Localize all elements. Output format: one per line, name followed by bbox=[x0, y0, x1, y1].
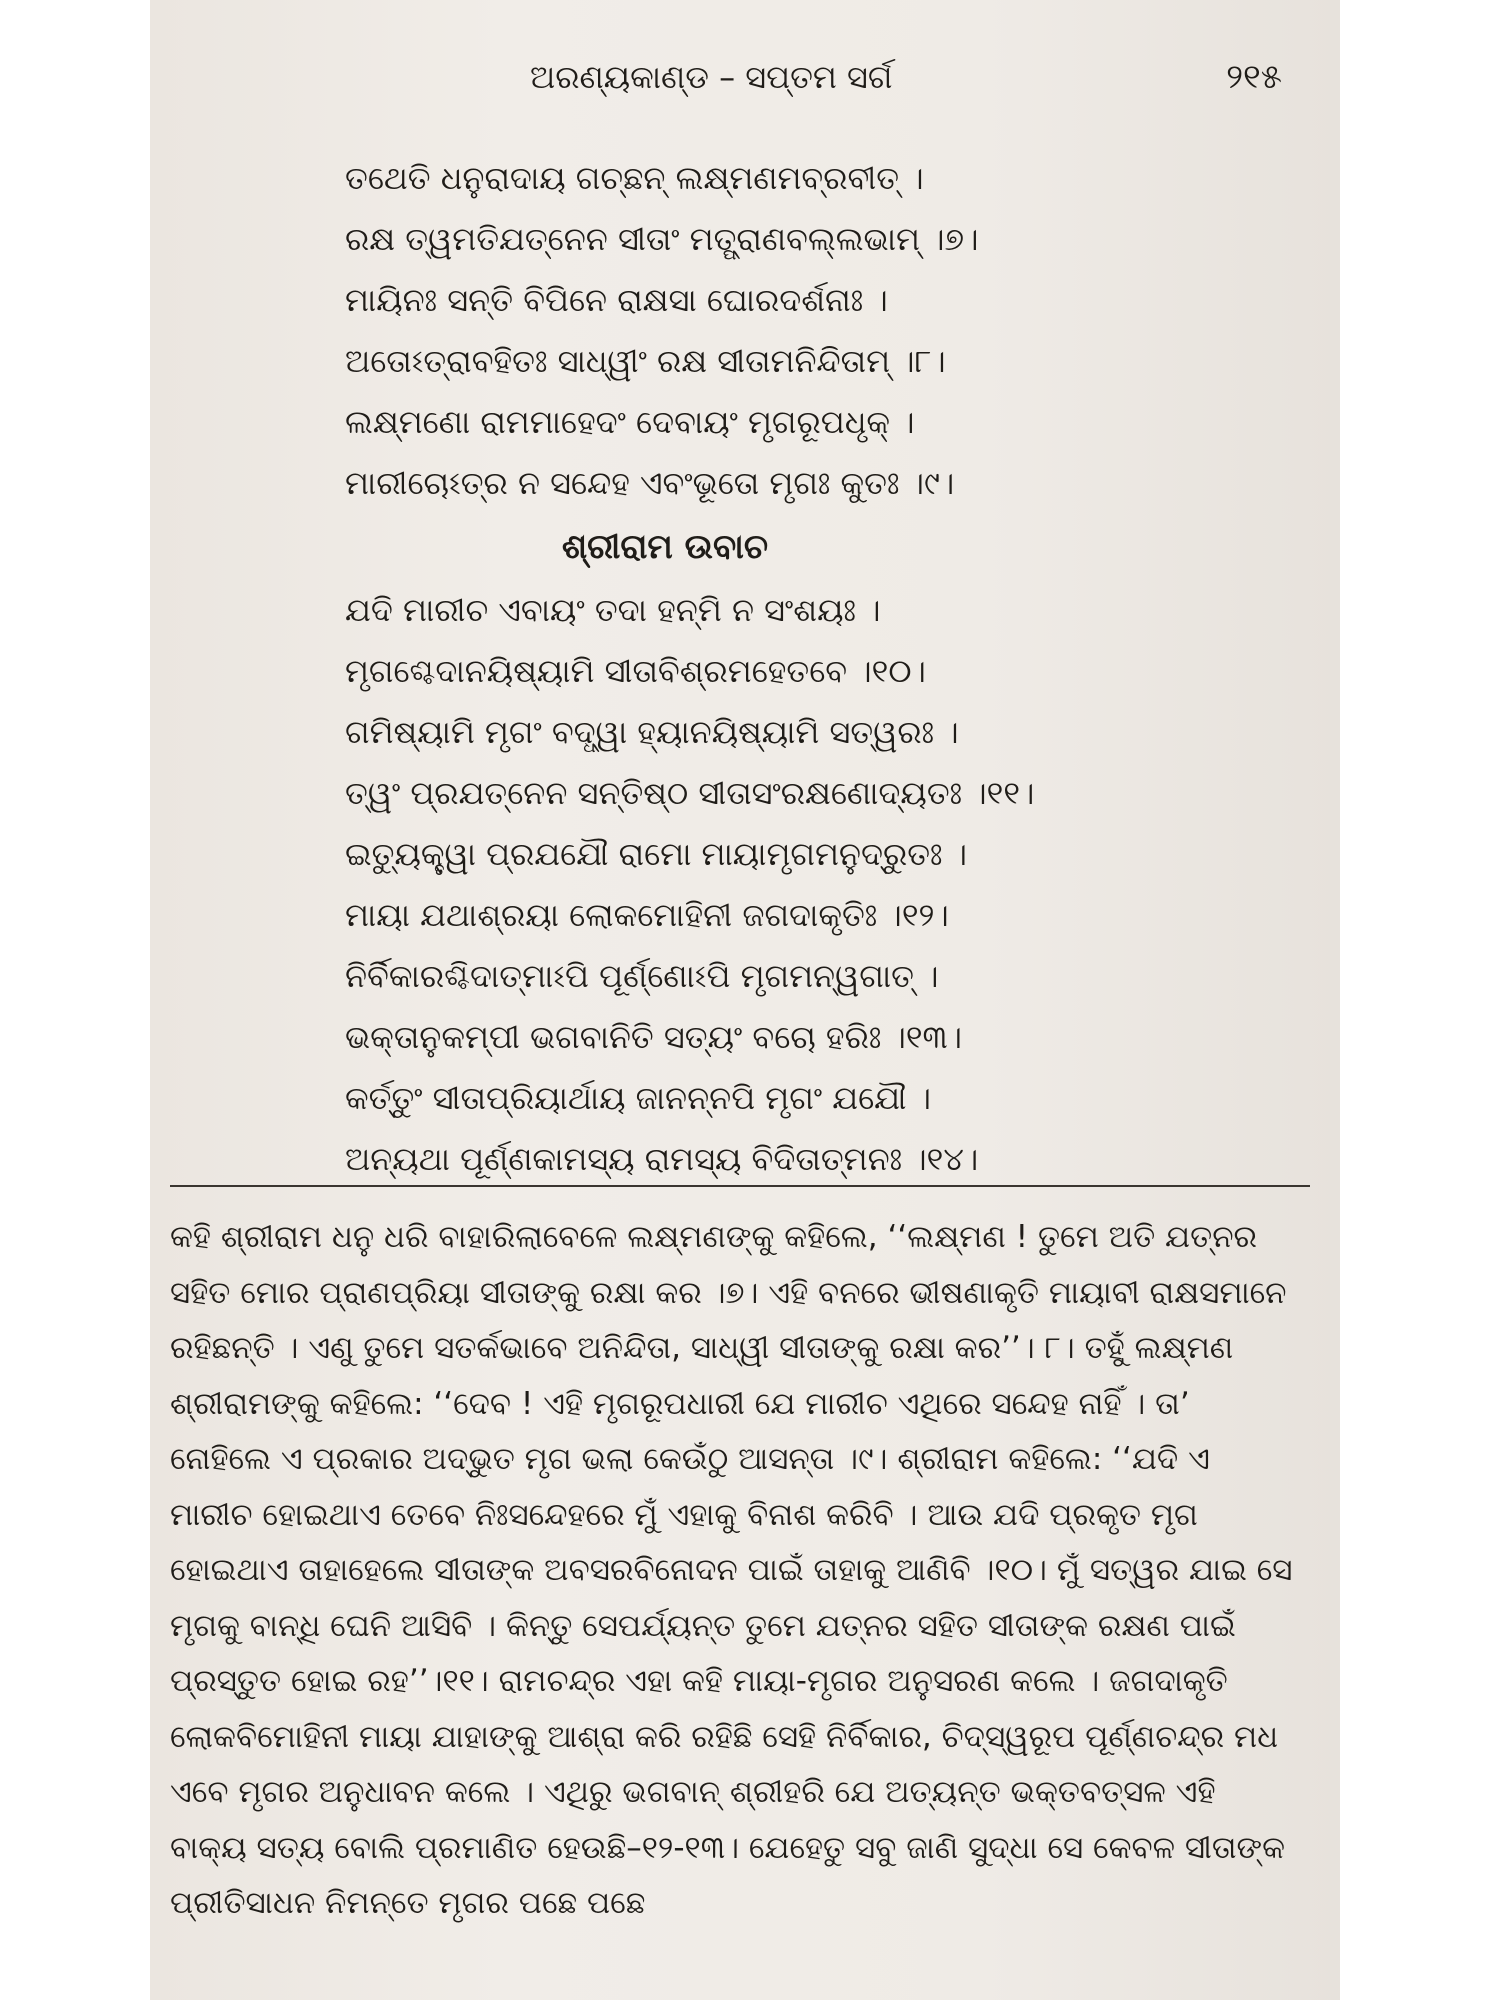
verse-line: ମାୟା ଯଥାଶ୍ରୟା ଲୋକମୋହିନୀ ଜଗଦାକୃତିଃ ।୧୨। bbox=[345, 896, 949, 934]
speaker-heading: ଶ୍ରୀରାମ ଉବାଚ bbox=[561, 527, 769, 567]
book-page bbox=[150, 0, 1340, 2000]
verse-line: ଅନ୍ୟଥା ପୂର୍ଣ୍ଣକାମସ୍ୟ ରାମସ୍ୟ ବିଦିତାତ୍ମନଃ ।୧୪। bbox=[345, 1140, 979, 1178]
odia-commentary bbox=[170, 1210, 1300, 1932]
verse-line: ଇତ୍ୟୁକ୍ତ୍ୱା ପ୍ରଯଯୌ ରାମୋ ମାୟାମୃଗମନୁଦ୍ରୁତଃ । bbox=[345, 835, 968, 873]
section-divider bbox=[170, 1185, 1310, 1187]
chapter-title: ଅରଣ୍ୟକାଣ୍ଡ – ସପ୍ତମ ସର୍ଗ bbox=[530, 58, 893, 96]
commentary-paragraph: କହି ଶ୍ରୀରାମ ଧନୁ ଧରି ବାହାରିଲାବେଳେ ଲକ୍ଷ୍ମଣଙ୍କୁ କହିଲେ, ‘‘ଲକ୍ଷ୍ମଣ ! ତୁମେ ଅତି ଯତ୍ନର ସହିତ ମୋର ପ୍ରାଣପ୍ରିୟା ସୀତାଙ୍କୁ ରକ୍ଷା କର ।୭। ଏହି ବନରେ ଭୀଷଣାକୃତି ମାୟାବୀ ରାକ୍ଷସମାନେ ରହିଛନ୍ତି । ଏଣୁ ତୁମେ ସତର୍କଭାବେ ଅନିନ୍ଦିତା, ସାଧ୍ୱୀ ସୀତାଙ୍କୁ ରକ୍ଷା କର’’। ୮। ତହୁଁ ଲକ୍ଷ୍ମଣ ଶ୍ରୀରାମଙ୍କୁ କହିଲେ: ‘‘ଦେବ ! ଏହି ମୃଗରୂପଧାରୀ ଯେ ମାରୀଚ ଏଥିରେ ସନ୍ଦେହ ନାହିଁ । ତା’ ନୋହିଲେ ଏ ପ୍ରକାର ଅଦ୍ଭୁତ ମୃଗ ଭଲା କେଉଁଠୁ ଆସନ୍ତା ।୯। ଶ୍ରୀରାମ କହିଲେ: ‘‘ଯଦି ଏ ମାରୀଚ ହୋଇଥାଏ ତେବେ ନିଃସନ୍ଦେହରେ ମୁଁ ଏହାକୁ ବିନାଶ କରିବି । ଆଉ ଯଦି ପ୍ରକୃତ ମୃଗ ହୋଇଥାଏ ତାହାହେଲେ ସୀତାଙ୍କ ଅବସରବିନୋଦନ ପାଇଁ ତାହାକୁ ଆଣିବି ।୧୦। ମୁଁ ସତ୍ୱର ଯାଇ ସେ ମୃଗକୁ ବାନ୍ଧି ଘେନି ଆସିବି । କିନ୍ତୁ ସେପର୍ଯ୍ୟନ୍ତ ତୁମେ ଯତ୍ନର ସହିତ ସୀତାଙ୍କ ରକ୍ଷଣ ପାଇଁ ପ୍ରସ୍ତୁତ ହୋଇ ରହ’’।୧୧। ରାମଚନ୍ଦ୍ର ଏହା କହି ମାୟା-ମୃଗର ଅନୁସରଣ କଲେ । ଜଗଦାକୃତି ଲୋକବିମୋହିନୀ ମାୟା ଯାହାଙ୍କୁ ଆଶ୍ରା କରି ରହିଛି ସେହି ନିର୍ବିକାର, ଚିଦ୍‌ସ୍ୱରୂପ ପୂର୍ଣ୍ଣଚନ୍ଦ୍ର ମଧ ଏବେ ମୃଗର ଅନୁଧାବନ କଲେ । ଏଥିରୁ ଭଗବାନ୍ ଶ୍ରୀହରି ଯେ ଅତ୍ୟନ୍ତ ଭକ୍ତବତ୍ସଳ ଏହି ବାକ୍ୟ ସତ୍ୟ ବୋଲି ପ୍ରମାଣିତ ହେଉଛି–୧୨-୧୩। ଯେହେତୁ ସବୁ ଜାଣି ସୁଦ୍ଧା ସେ କେବଳ ସୀତାଙ୍କ ପ୍ରୀତିସାଧନ ନିମନ୍ତେ ମୃଗର ପଛେ ପଛେ bbox=[170, 1219, 1293, 1921]
verse-line: ଅତୋଽତ୍ରାବହିତଃ ସାଧ୍ୱୀଂ ରକ୍ଷ ସୀତାମନିନ୍ଦିତାମ୍ ।୮। bbox=[345, 342, 946, 380]
verse-line: ମାରୀଚୋଽତ୍ର ନ ସନ୍ଦେହ ଏବଂଭୂତୋ ମୃଗଃ କୁତଃ ।୯। bbox=[345, 464, 955, 502]
verse-line: ଭକ୍ତାନୁକମ୍ପୀ ଭଗବାନିତି ସତ୍ୟଂ ବଚୋ ହରିଃ ।୧୩। bbox=[345, 1018, 963, 1056]
verse-line: ତଥେତି ଧନୁରାଦାୟ ଗଚ୍ଛନ୍ ଲକ୍ଷ୍ମଣମବ୍ରବୀତ୍ । bbox=[345, 159, 924, 197]
sanskrit-verses bbox=[345, 148, 1245, 1190]
page-number: ୨୧୫ bbox=[1226, 57, 1282, 97]
verse-line: ମାୟିନଃ ସନ୍ତି ବିପିନେ ରାକ୍ଷସା ଘୋରଦର୍ଶନାଃ । bbox=[345, 281, 888, 319]
verse-line: ରକ୍ଷ ତ୍ୱମତିଯତ୍ନେନ ସୀତାଂ ମତ୍ପ୍ରାଣବଲ୍ଲଭାମ୍ ।୭। bbox=[345, 220, 979, 258]
verse-line: ତ୍ୱଂ ପ୍ରଯତ୍ନେନ ସନ୍ତିଷ୍ଠ ସୀତାସଂରକ୍ଷଣୋଦ୍ୟତଃ ।୧୧। bbox=[345, 774, 1035, 812]
verse-line: କର୍ତ୍ତୁଂ ସୀତାପ୍ରିୟାର୍ଥାୟ ଜାନନ୍ନପି ମୃଗଂ ଯଯୌ । bbox=[345, 1079, 931, 1117]
verse-line: ଲକ୍ଷ୍ମଣୋ ରାମମାହେଦଂ ଦେବାୟଂ ମୃଗରୂପଧୃକ୍ । bbox=[345, 403, 915, 441]
running-head bbox=[150, 52, 1340, 102]
verse-line: ଗମିଷ୍ୟାମି ମୃଗଂ ବଦ୍ଧ୍ୱା ହ୍ୟାନୟିଷ୍ୟାମି ସତ୍ୱରଃ । bbox=[345, 713, 959, 751]
verse-line: ମୃଗଶ୍ଚେଦାନୟିଷ୍ୟାମି ସୀତାବିଶ୍ରମହେତବେ ।୧୦। bbox=[345, 652, 926, 690]
verse-line: ଯଦି ମାରୀଚ ଏବାୟଂ ତଦା ହନ୍ମି ନ ସଂଶୟଃ । bbox=[345, 591, 881, 629]
verse-line: ନିର୍ବିକାରଶ୍ଚିଦାତ୍ମାଽପି ପୂର୍ଣ୍ଣୋଽପି ମୃଗମନ୍ୱଗାତ୍ । bbox=[345, 957, 939, 995]
